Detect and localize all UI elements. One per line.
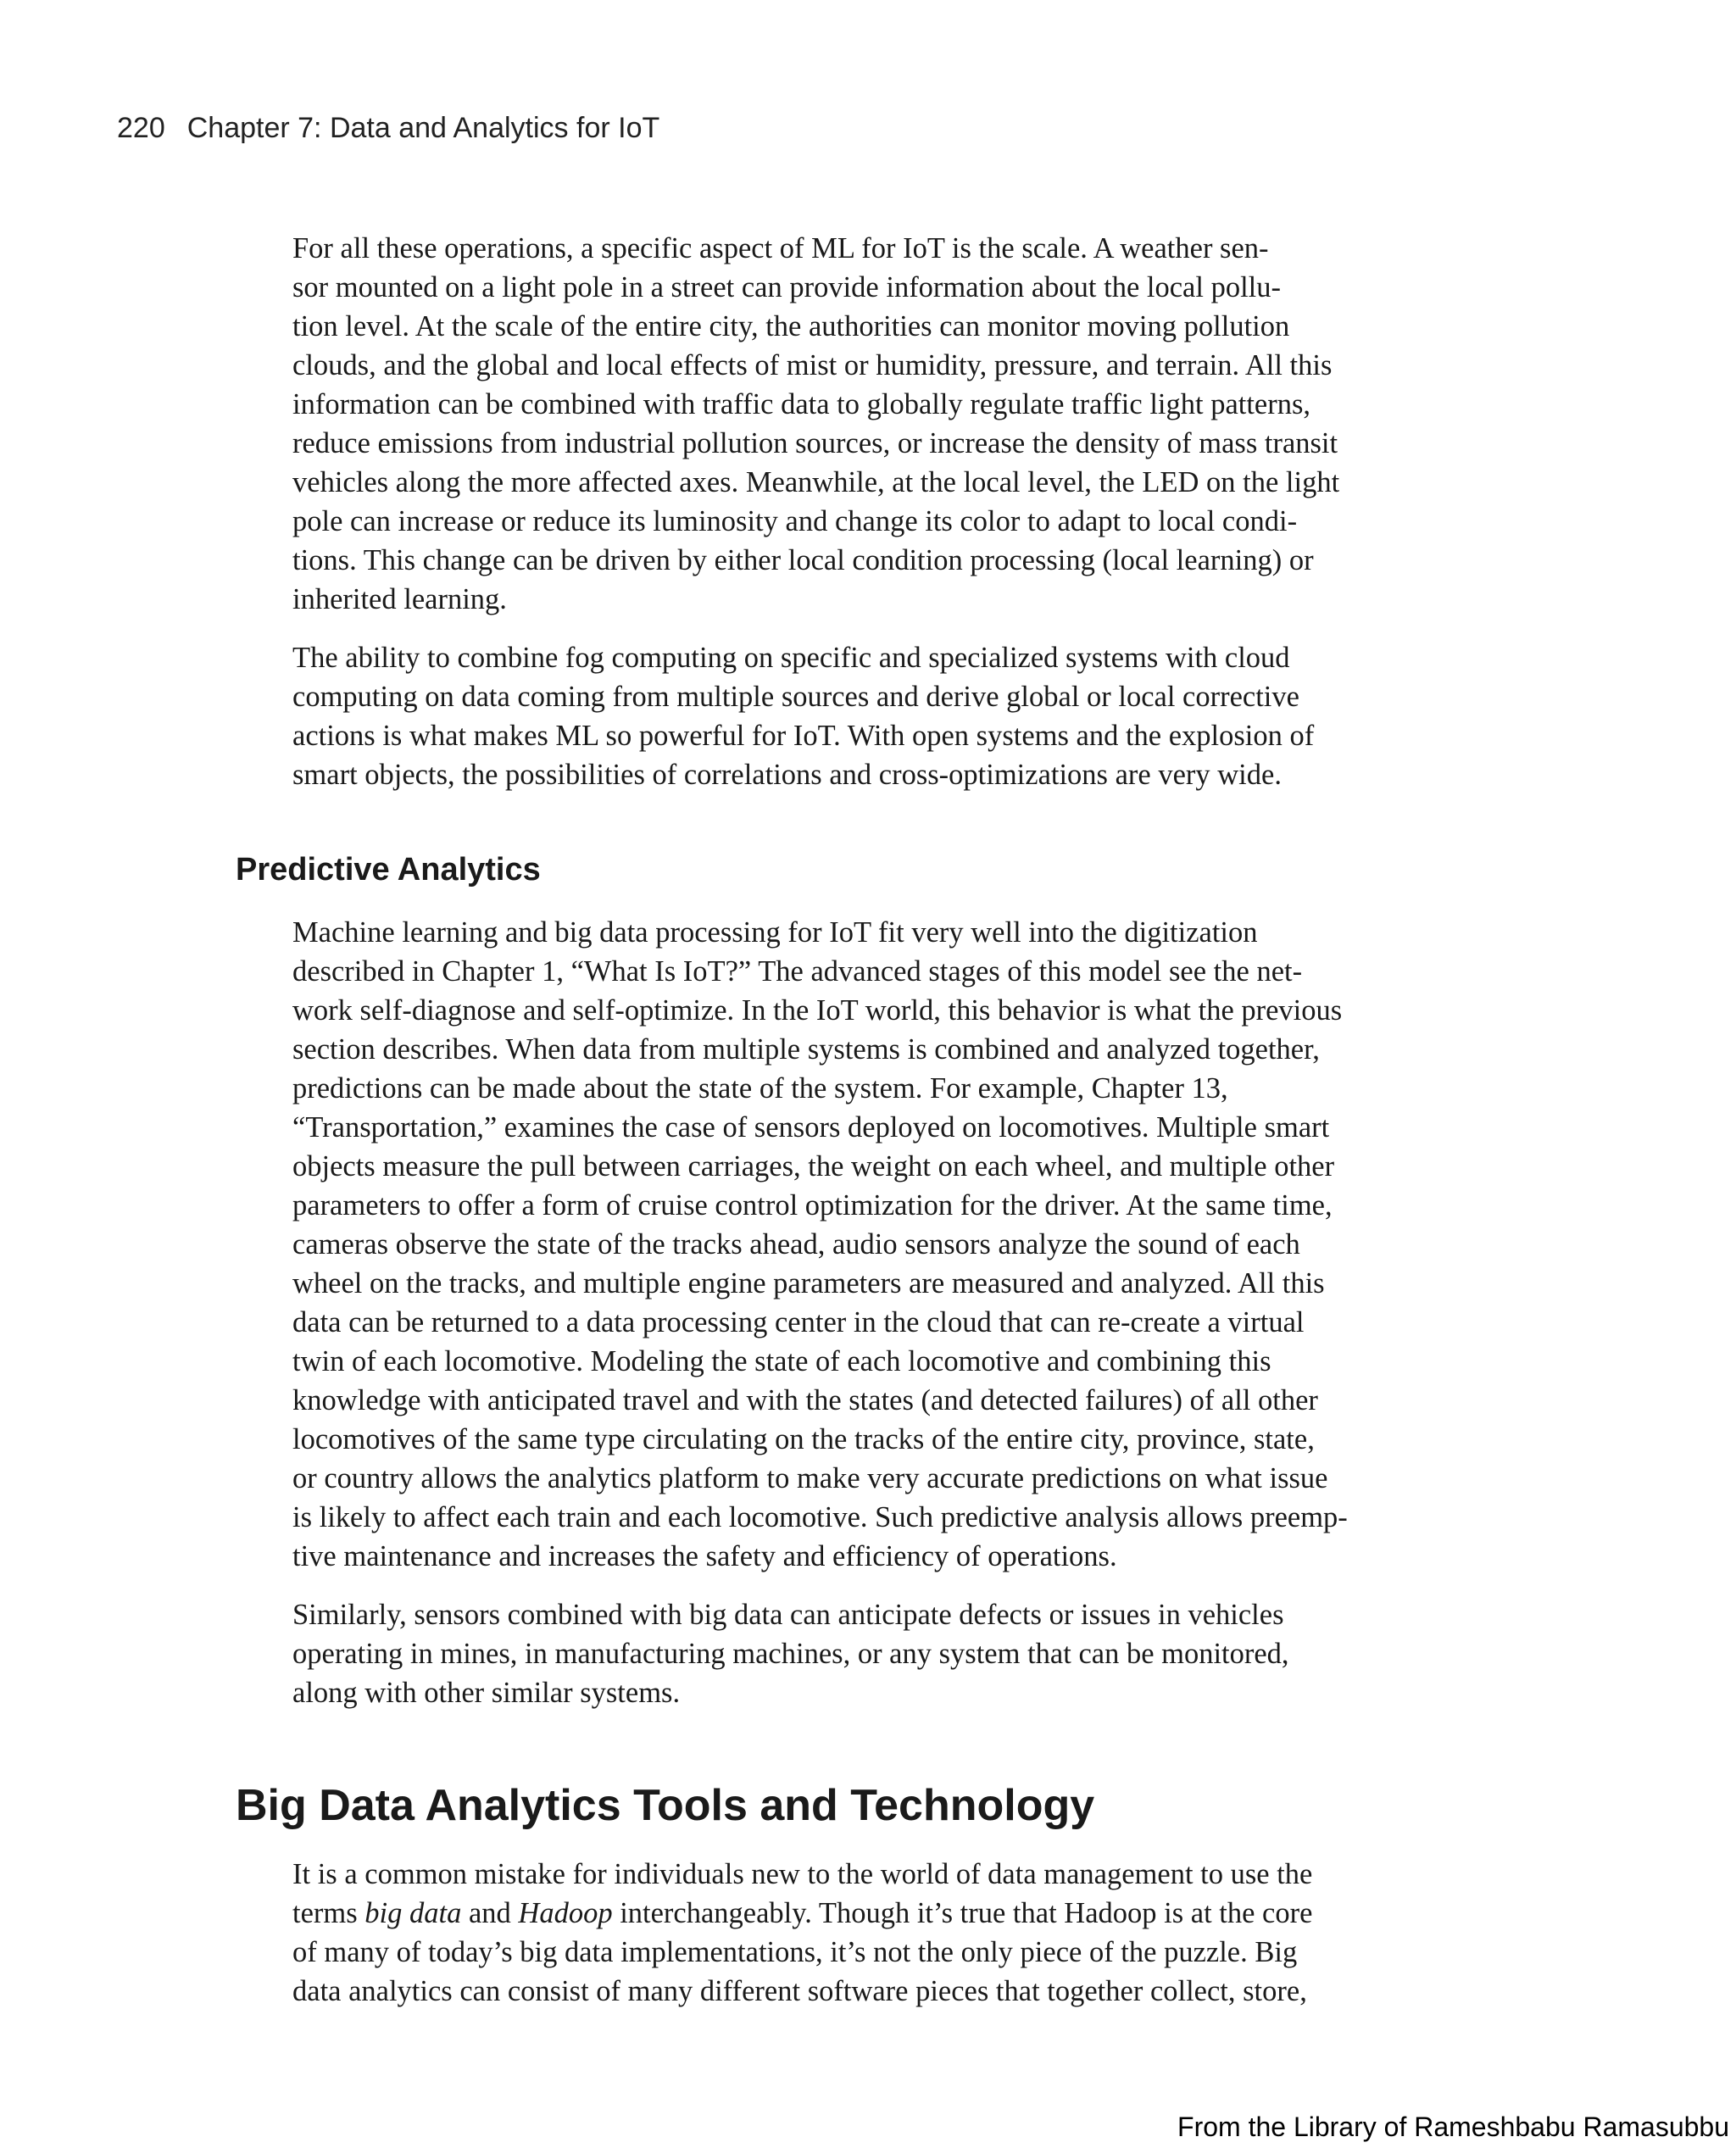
text-line: vehicles along the more affected axes. Meanwhile, at the local level, the LED on the light xyxy=(292,466,1340,498)
text-line: actions is what makes ML so powerful for IoT. With open systems and the explosion of xyxy=(292,720,1315,752)
text-line: pole can increase or reduce its luminosity and change its color to adapt to local condi- xyxy=(292,505,1298,537)
text-line: tions. This change can be driven by either local condition processing (local learning) or xyxy=(292,544,1314,576)
text-line: along with other similar systems. xyxy=(292,1677,681,1709)
text-line: clouds, and the global and local effects of mist or humidity, pressure, and terrain. All this xyxy=(292,349,1333,381)
text-line: section describes. When data from multiple systems is combined and analyzed together, xyxy=(292,1033,1320,1066)
text-line: smart objects, the possibilities of correlations and cross-optimizations are very wide. xyxy=(292,759,1282,791)
library-footer: From the Library of Rameshbabu Ramasubbu xyxy=(1177,2112,1729,2142)
text-line xyxy=(292,1894,1445,1933)
text-line: inherited learning. xyxy=(292,583,507,615)
text-line: or country allows the analytics platform to make very accurate predictions on what issue xyxy=(292,1462,1328,1494)
paragraph-predictive-2 xyxy=(292,1595,1445,1712)
text-line: computing on data coming from multiple sources and derive global or local corrective xyxy=(292,681,1299,713)
emphasis-big-data: big data xyxy=(364,1897,462,1929)
text-line: Similarly, sensors combined with big data can anticipate defects or issues in vehicles xyxy=(292,1599,1284,1631)
text-line: work self-diagnose and self-optimize. In the IoT world, this behavior is what the previous xyxy=(292,994,1343,1027)
text-line: It is a common mistake for individuals new to the world of data management to use the xyxy=(292,1858,1313,1890)
text-line: cameras observe the state of the tracks ahead, audio sensors analyze the sound of each xyxy=(292,1228,1300,1260)
page-number: 220 xyxy=(117,112,165,144)
heading-predictive-analytics: Predictive Analytics xyxy=(236,852,541,888)
text-line: tion level. At the scale of the entire city, the authorities can monitor moving pollution xyxy=(292,310,1290,342)
text-line: locomotives of the same type circulating on the tracks of the entire city, province, state, xyxy=(292,1423,1315,1455)
section-big-data xyxy=(292,1855,1445,2030)
text-run: and xyxy=(461,1897,519,1929)
emphasis-hadoop: Hadoop xyxy=(518,1897,613,1929)
text-run: terms xyxy=(292,1897,365,1929)
text-line: sor mounted on a light pole in a street can provide information about the local pollu- xyxy=(292,271,1281,303)
text-run: interchangeably. Though it’s true that Hadoop is at the core xyxy=(612,1897,1313,1929)
text-line: described in Chapter 1, “What Is IoT?” The advanced stages of this model see the net- xyxy=(292,955,1303,988)
text-line: tive maintenance and increases the safety and efficiency of operations. xyxy=(292,1540,1117,1572)
text-line: knowledge with anticipated travel and with the states (and detected failures) of all other xyxy=(292,1384,1318,1416)
text-line: operating in mines, in manufacturing machines, or any system that can be monitored, xyxy=(292,1638,1289,1670)
text-line: is likely to affect each train and each locomotive. Such predictive analysis allows preemp- xyxy=(292,1501,1348,1533)
text-line: The ability to combine fog computing on specific and specialized systems with cloud xyxy=(292,642,1290,674)
text-line: “Transportation,” examines the case of sensors deployed on locomotives. Multiple smart xyxy=(292,1111,1330,1144)
text-line: predictions can be made about the state of the system. For example, Chapter 13, xyxy=(292,1072,1228,1105)
heading-big-data-tools: Big Data Analytics Tools and Technology xyxy=(236,1781,1095,1830)
text-line: data analytics can consist of many different software pieces that together collect, store, xyxy=(292,1975,1307,2007)
text-line: parameters to offer a form of cruise control optimization for the driver. At the same time, xyxy=(292,1189,1333,1221)
text-line: reduce emissions from industrial pollution sources, or increase the density of mass transit xyxy=(292,427,1338,459)
section-ml-scale xyxy=(292,229,1445,814)
text-line: For all these operations, a specific aspect of ML for IoT is the scale. A weather sen- xyxy=(292,232,1269,264)
text-line: wheel on the tracks, and multiple engine parameters are measured and analyzed. All this xyxy=(292,1267,1325,1299)
section-predictive xyxy=(292,913,1445,1732)
running-head xyxy=(117,112,659,145)
text-line: Machine learning and big data processing for IoT fit very well into the digitization xyxy=(292,916,1258,949)
chapter-title: Chapter 7: Data and Analytics for IoT xyxy=(186,112,660,144)
text-line: of many of today’s big data implementations, it’s not the only piece of the puzzle. Big xyxy=(292,1936,1298,1968)
text-line: objects measure the pull between carriages, the weight on each wheel, and multiple other xyxy=(292,1150,1335,1183)
text-line: twin of each locomotive. Modeling the state of each locomotive and combining this xyxy=(292,1345,1271,1377)
paragraph-big-data xyxy=(292,1855,1445,2011)
text-line: data can be returned to a data processing center in the cloud that can re-create a virtual xyxy=(292,1306,1305,1338)
paragraph-predictive-1 xyxy=(292,913,1445,1576)
paragraph-ml-scale xyxy=(292,229,1445,619)
text-line: information can be combined with traffic data to globally regulate traffic light patterns, xyxy=(292,388,1311,420)
paragraph-fog-cloud xyxy=(292,638,1445,794)
